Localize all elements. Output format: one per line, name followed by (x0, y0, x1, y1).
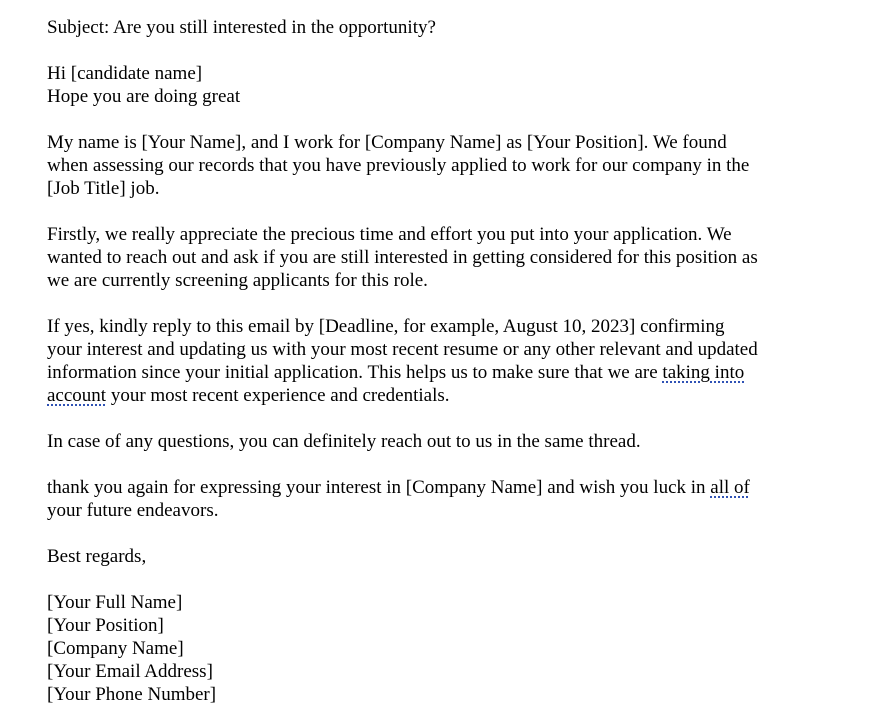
signature-name: [Your Full Name] (47, 592, 183, 613)
text-line: In case of any questions, you can definitely reach out to us in the same thread. (47, 431, 641, 452)
text-line (47, 361, 847, 384)
text-line: we are currently screening applicants for this role. (47, 270, 428, 291)
signature-company: [Company Name] (47, 638, 184, 659)
signature-block (47, 591, 847, 706)
email-greeting: Hi [candidate name] (47, 63, 203, 84)
grammar-flagged-text[interactable]: all of (710, 477, 750, 498)
text-segment: thank you again for expressing your interest in [Company Name] and wish you luck in (47, 477, 711, 498)
email-closing: Best regards, (47, 546, 147, 567)
email-subject: Subject: Are you still interested in the opportunity? (47, 17, 436, 38)
text-line: your interest and updating us with your most recent resume or any other relevant and updated (47, 339, 758, 360)
text-line: your future endeavors. (47, 500, 219, 521)
email-document (47, 16, 847, 706)
blank-line (47, 568, 847, 591)
text-line: Firstly, we really appreciate the precious time and effort you put into your application. We (47, 224, 732, 245)
signature-position: [Your Position] (47, 615, 164, 636)
blank-line (47, 39, 847, 62)
paragraph-introduction (47, 131, 847, 200)
paragraph-appreciation (47, 223, 847, 292)
signature-phone: [Your Phone Number] (47, 684, 217, 705)
grammar-flagged-text[interactable]: account (47, 385, 107, 406)
blank-line (47, 292, 847, 315)
email-opening: Hope you are doing great (47, 86, 241, 107)
signature-email: [Your Email Address] (47, 661, 213, 682)
blank-line (47, 522, 847, 545)
text-line: when assessing our records that you have previously applied to work for our company in the (47, 155, 750, 176)
text-line (47, 384, 847, 407)
text-line (47, 476, 847, 499)
text-line: My name is [Your Name], and I work for [Company Name] as [Your Position]. We found (47, 132, 727, 153)
text-line: [Job Title] job. (47, 178, 160, 199)
grammar-flagged-text[interactable]: taking into (662, 362, 745, 383)
blank-line (47, 453, 847, 476)
paragraph-thanks (47, 476, 847, 522)
text-line: wanted to reach out and ask if you are still interested in getting considered for this position as (47, 247, 758, 268)
blank-line (47, 108, 847, 131)
blank-line (47, 200, 847, 223)
paragraph-request (47, 315, 847, 407)
text-segment: information since your initial application. This helps us to make sure that we are (47, 362, 663, 383)
text-segment: your most recent experience and credentials. (106, 385, 450, 406)
blank-line (47, 407, 847, 430)
text-line: If yes, kindly reply to this email by [Deadline, for example, August 10, 2023] confirming (47, 316, 725, 337)
paragraph-questions (47, 430, 847, 453)
